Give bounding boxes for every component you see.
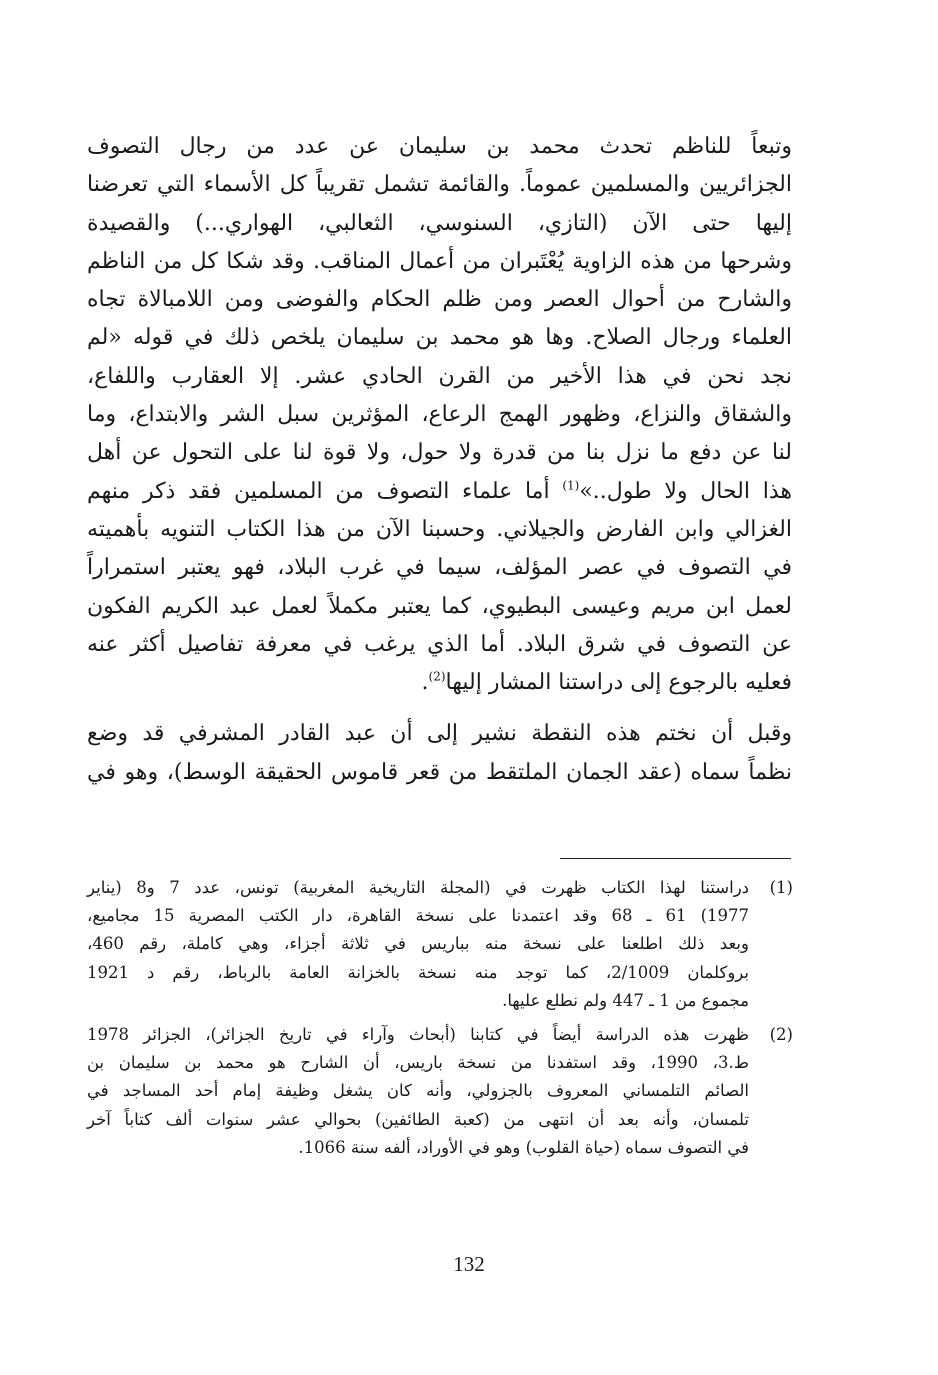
paragraph-2 [87,715,792,792]
text-line-with-note [87,664,792,702]
text-line: والشارح من أحوال العصر ومن ظلم الحكام والفوضى ومن اللامبالاة تجاه [87,287,792,313]
footnote-ref-1: (1) [562,478,580,493]
footnote-number: (1) [769,878,793,897]
footnotes [87,874,793,1162]
footnote-line: ظهرت هذه الدراسة أيضاً في كتابنا (أبحاث وآراء في تاريخ الجزائر)، الجزائر 1978 [87,1025,749,1045]
text-line: لعمل ابن مريم وعيسى البطيوي، كما يعتبر مكملاً لعمل عبد الكريم الفكون [87,593,792,619]
text-segment: هذا الحال ولا طول..» [579,478,792,504]
text-line: في التصوف في عصر المؤلف، سيما في غرب البلاد، فهو يعتبر استمراراً [87,555,792,581]
text-line-with-note [87,473,792,511]
footnote-line: وبعد ذلك اطلعنا على نسخة منه بباريس في ثلاثة أجزاء، وهي كاملة، رقم 460، [87,934,749,954]
text-line: نجد نحن في هذا الأخير من القرن الحادي عشر. إلا العقارب واللفاع، [87,363,792,389]
footnote-line: في التصوف سماه (حياة القلوب) وهو في الأوراد، ألفه سنة 1066. [298,1137,749,1157]
text-line: نظماً سماه (عقد الجمان الملتقط من قعر قاموس الحقيقة الوسط)، وهو في [87,759,792,785]
paragraph-1 [87,128,792,702]
text-line: إليها حتى الآن (التازي، السنوسي، الثعالبي، الهواري...) والقصيدة [87,210,793,236]
footnote-separator [560,858,791,859]
text-line: لنا عن دفع ما نزل بنا من قدرة ولا حول، ولا قوة لنا على التحول عن أهل [87,440,792,466]
text-line: وتبعاً للناظم تحدث محمد بن سليمان عن عدد من رجال التصوف [87,134,792,159]
text-line: وقبل أن نختم هذه النقطة نشير إلى أن عبد القادر المشرفي قد وضع [87,721,792,747]
text-line: والشقاق والنزاع، وظهور الهمج الرعاع، المؤثرين سبل الشر والابتداع، وما [87,402,792,428]
footnote-line: تلمسان، وأنه بعد أن انتهى من (كعبة الطائفين) بحوالي عشر سنوات ألف كتاباً آخر [87,1109,749,1129]
text-line: وشرحها من هذه الزاوية يُعْتَبران من أعمال المناقب. وقد شكا كل من الناظم [87,248,792,274]
text-segment: . [421,670,429,696]
text-line: الغزالي وابن الفارض والجيلاني. وحسبنا الآن من هذا الكتاب التنويه بأهميته [87,516,792,542]
text-line: عن التصوف في شرق البلاد. أما الذي يرغب في معرفة تفاصيل أكثر عنه [87,631,792,657]
footnote-line: بروكلمان 2/1009، كما توجد منه نسخة بالخزانة العامة بالرباط، رقم د 1921 [87,962,749,982]
text-segment: فعليه بالرجوع إلى دراستنا المشار إليها [445,670,792,696]
footnote-line: ط.3، 1990، وقد استفدنا من نسخة باريس، أن الشارح هو محمد بن سليمان بن [87,1053,749,1073]
text-line: العلماء ورجال الصلاح. وها هو محمد بن سليمان يلخص ذلك في قوله «لم [87,325,792,351]
footnote-1 [87,874,793,1015]
footnote-2 [87,1021,793,1162]
footnote-line: الصائم التلمساني المعروف بالجزولي، وأنه كان يشغل وظيفة إمام أحد المساجد في [87,1081,749,1101]
footnote-number: (2) [769,1025,793,1045]
page-number: 132 [453,1252,485,1276]
footnote-ref-2: (2) [428,669,446,684]
text-line: الجزائريين والمسلمين عموماً. والقائمة تشمل تقريباً كل الأسماء التي تعرضنا [87,172,792,198]
main-text [87,128,792,792]
text-segment: أما علماء التصوف من المسلمين فقد ذكر منهم [87,478,563,504]
footnote-line: مجموع من 1 ـ 447 ولم نطلع عليها. [502,990,749,1010]
footnote-line: 1977) 61 ـ 68 وقد اعتمدنا على نسخة القاهرة، دار الكتب المصرية 15 مجاميع، [87,906,750,926]
footnote-line: دراستنا لهذا الكتاب ظهرت في (المجلة التاريخية المغربية) تونس، عدد 7 و8 (يناير [87,878,750,897]
